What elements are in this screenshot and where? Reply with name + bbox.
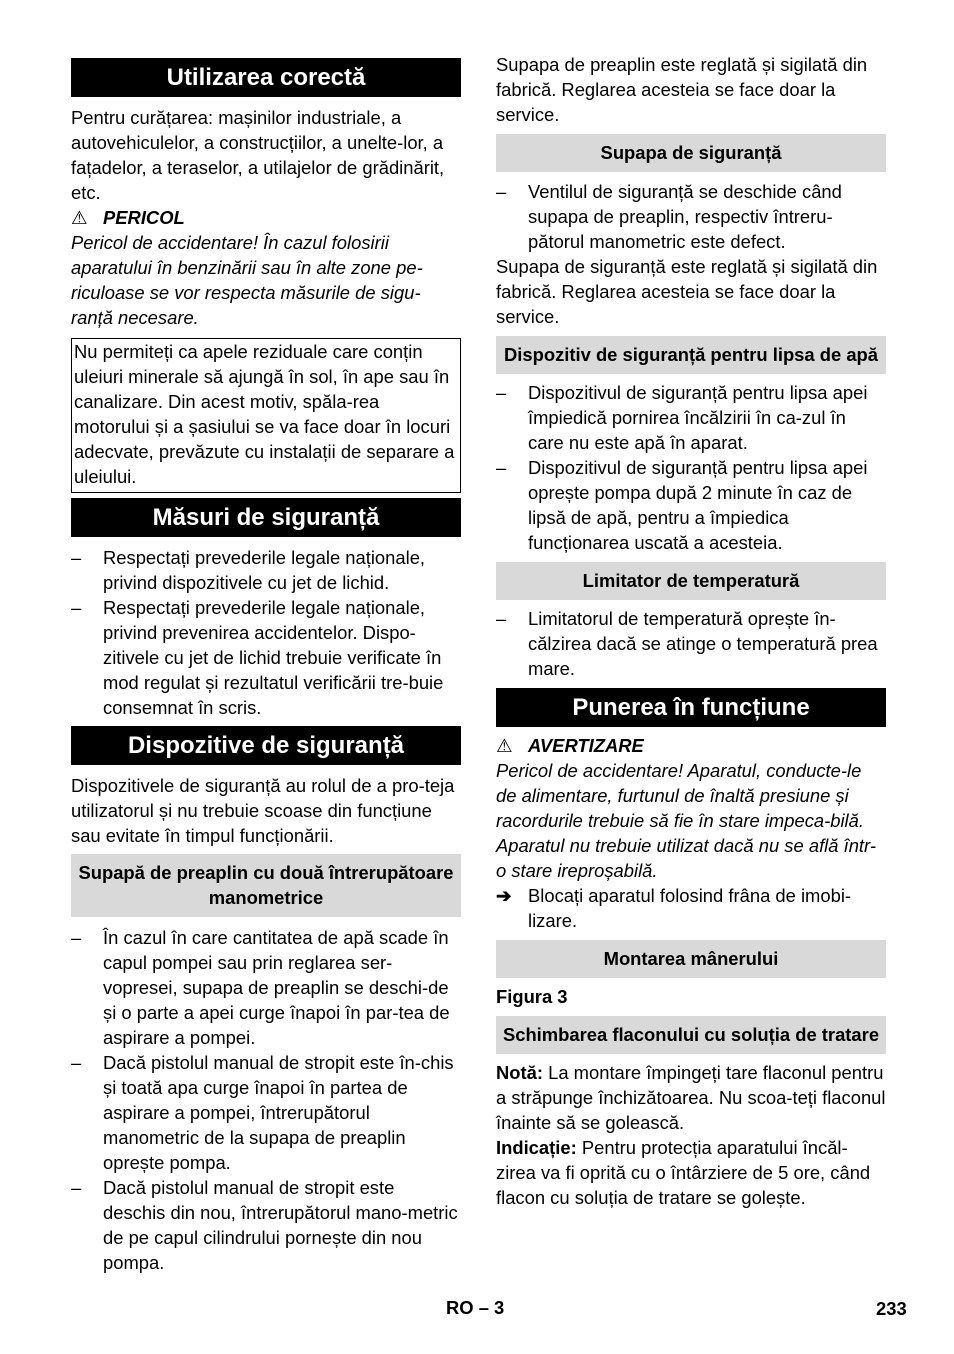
danger-warning-text: Pericol de accidentare! În cazul folosirii aparatului în benzinării sau în alte zone pe-riculoase se vor respecta măsurile de sigu-ranță necesare.	[71, 232, 423, 328]
page-number: 233	[876, 1298, 907, 1319]
warning-triangle-icon: ⚠	[71, 207, 88, 228]
warning-triangle-icon: ⚠	[496, 735, 513, 756]
left-column	[71, 54, 461, 1275]
list-item: – Dacă pistolul manual de stropit este în-chis și toată apa curge înapoi în partea de aspirare a pompei, întrerupătorul manometric de la supapa de preaplin oprește pompa.	[71, 1050, 461, 1175]
arrow-right-icon: ➔	[496, 885, 512, 906]
subsection-title-montarea-manerului: Montarea mânerului	[496, 940, 886, 978]
list-item: – Respectați prevederile legale naționale, privind prevenirea accidentelor. Dispo-zitivele cu jet de lichid trebuie verificate în mod regulat și rezultatul verificării tre-buie consemnat în scris.	[71, 595, 461, 720]
note-label: Notă:	[496, 1062, 543, 1083]
subsection-title-lipsa-de-apa: Dispozitiv de siguranță pentru lipsa de apă	[496, 336, 886, 374]
right-column	[496, 54, 886, 1210]
water-shortage-list	[496, 380, 886, 555]
safety-devices-text: Dispozitivele de siguranță au rolul de a pro-teja utilizatorul și nu trebuie scoase din funcțiune sau evitate în timpul funcționării.	[71, 775, 455, 846]
caution-warning-text: Pericol de accidentare! Aparatul, conducte-le de alimentare, furtunul de înaltă presiune și racordurile trebuie să fie în stare impeca-bilă. Aparatul nu trebuie utilizat dacă nu se află într-o stare ireproșabilă.	[496, 760, 876, 881]
hint-text: Pentru protecția aparatului încăl-zirea va fi oprită cu o întârziere de 5 ore, când flacon cu soluția de tratare se golește.	[496, 1137, 871, 1208]
usage-text: Pentru curățarea: mașinilor industriale, a autovehiculelor, a construcțiilor, a unelte-lor, a fațadelor, a teraselor, a utilajelor de grădinărit, etc.	[71, 107, 445, 203]
overflow-valve-seal-text: Supapa de preaplin este reglată și sigilată din fabrică. Reglarea acesteia se face doar la service.	[496, 54, 868, 125]
caution-label: AVERTIZARE	[528, 735, 644, 756]
hint-label: Indicație:	[496, 1137, 577, 1158]
list-item: – În cazul în care cantitatea de apă scade în capul pompei sau prin reglarea ser-vopresei, supapa de preaplin se deschi-de și o parte a apei curge înapoi în par-tea de aspirare a pompei.	[71, 925, 461, 1050]
hint-paragraph	[496, 1135, 886, 1210]
list-item: – Respectați prevederile legale naționale, privind dispozitivele cu jet de lichid.	[71, 545, 461, 595]
list-item: – Ventilul de siguranță se deschide când supapa de preaplin, respectiv întreru-pătorul manometric este defect.	[496, 179, 886, 254]
footer-section-label: RO – 3	[446, 1297, 505, 1318]
safety-valve-list	[496, 179, 886, 254]
danger-label: PERICOL	[103, 207, 185, 228]
figure-reference: Figura 3	[496, 986, 568, 1007]
subsection-title-limitator-temperatura: Limitator de temperatură	[496, 562, 886, 600]
safety-measures-list	[71, 545, 461, 720]
subsection-title-schimbarea-flaconului: Schimbarea flaconului cu soluția de tratare	[496, 1016, 886, 1054]
note-paragraph	[496, 1060, 886, 1135]
note-text: La montare împingeți tare flaconul pentru a străpunge închizătoarea. Nu scoa-teți flaconul înainte să se golească.	[496, 1062, 886, 1133]
list-item: – Limitatorul de temperatură oprește în-călzirea dacă se atinge o temperatură prea mare.	[496, 606, 886, 681]
section-title-dispozitive-de-siguranta: Dispozitive de siguranță	[71, 726, 461, 765]
subsection-title-supapa-de-siguranta: Supapa de siguranță	[496, 134, 886, 172]
overflow-valve-list	[71, 925, 461, 1275]
list-item: – Dispozitivul de siguranță pentru lipsa apei oprește pompa după 2 minute în caz de lipsă de apă, pentru a împiedica funcționarea uscată a acesteia.	[496, 455, 886, 555]
section-title-utilizarea-corecta: Utilizarea corectă	[71, 58, 461, 97]
brake-instruction-text: Blocați aparatul folosind frâna de imobi-lizare.	[528, 885, 852, 931]
caution-warning-title	[496, 733, 886, 758]
subsection-title-supapa-preaplin: Supapă de preaplin cu două întrerupătoare manometrice	[71, 854, 461, 917]
safety-valve-seal-text: Supapa de siguranță este reglată și sigilată din fabrică. Reglarea acesteia se face doar la service.	[496, 256, 878, 327]
danger-warning-title	[71, 205, 461, 230]
list-item: – Dacă pistolul manual de stropit este deschis din nou, întrerupătorul mano-metric de pe capul cilindrului pornește din nou pompa.	[71, 1175, 461, 1275]
brake-instruction	[496, 883, 886, 933]
list-item: – Dispozitivul de siguranță pentru lipsa apei împiedică pornirea încălzirii în ca-zul în care nu este apă în aparat.	[496, 380, 886, 455]
section-title-punerea-in-functiune: Punerea în funcțiune	[496, 688, 886, 727]
environment-notice-box: Nu permiteți ca apele reziduale care conțin uleiuri minerale să ajungă în sol, în ape sau în canalizare. Din acest motiv, spăla-rea motorului și a șasiului se va face doar în locuri adecvate, prevăzute cu instalații de separare a uleiului.	[71, 338, 461, 493]
temperature-limiter-list	[496, 606, 886, 681]
section-title-masuri-de-siguranta: Măsuri de siguranță	[71, 498, 461, 537]
